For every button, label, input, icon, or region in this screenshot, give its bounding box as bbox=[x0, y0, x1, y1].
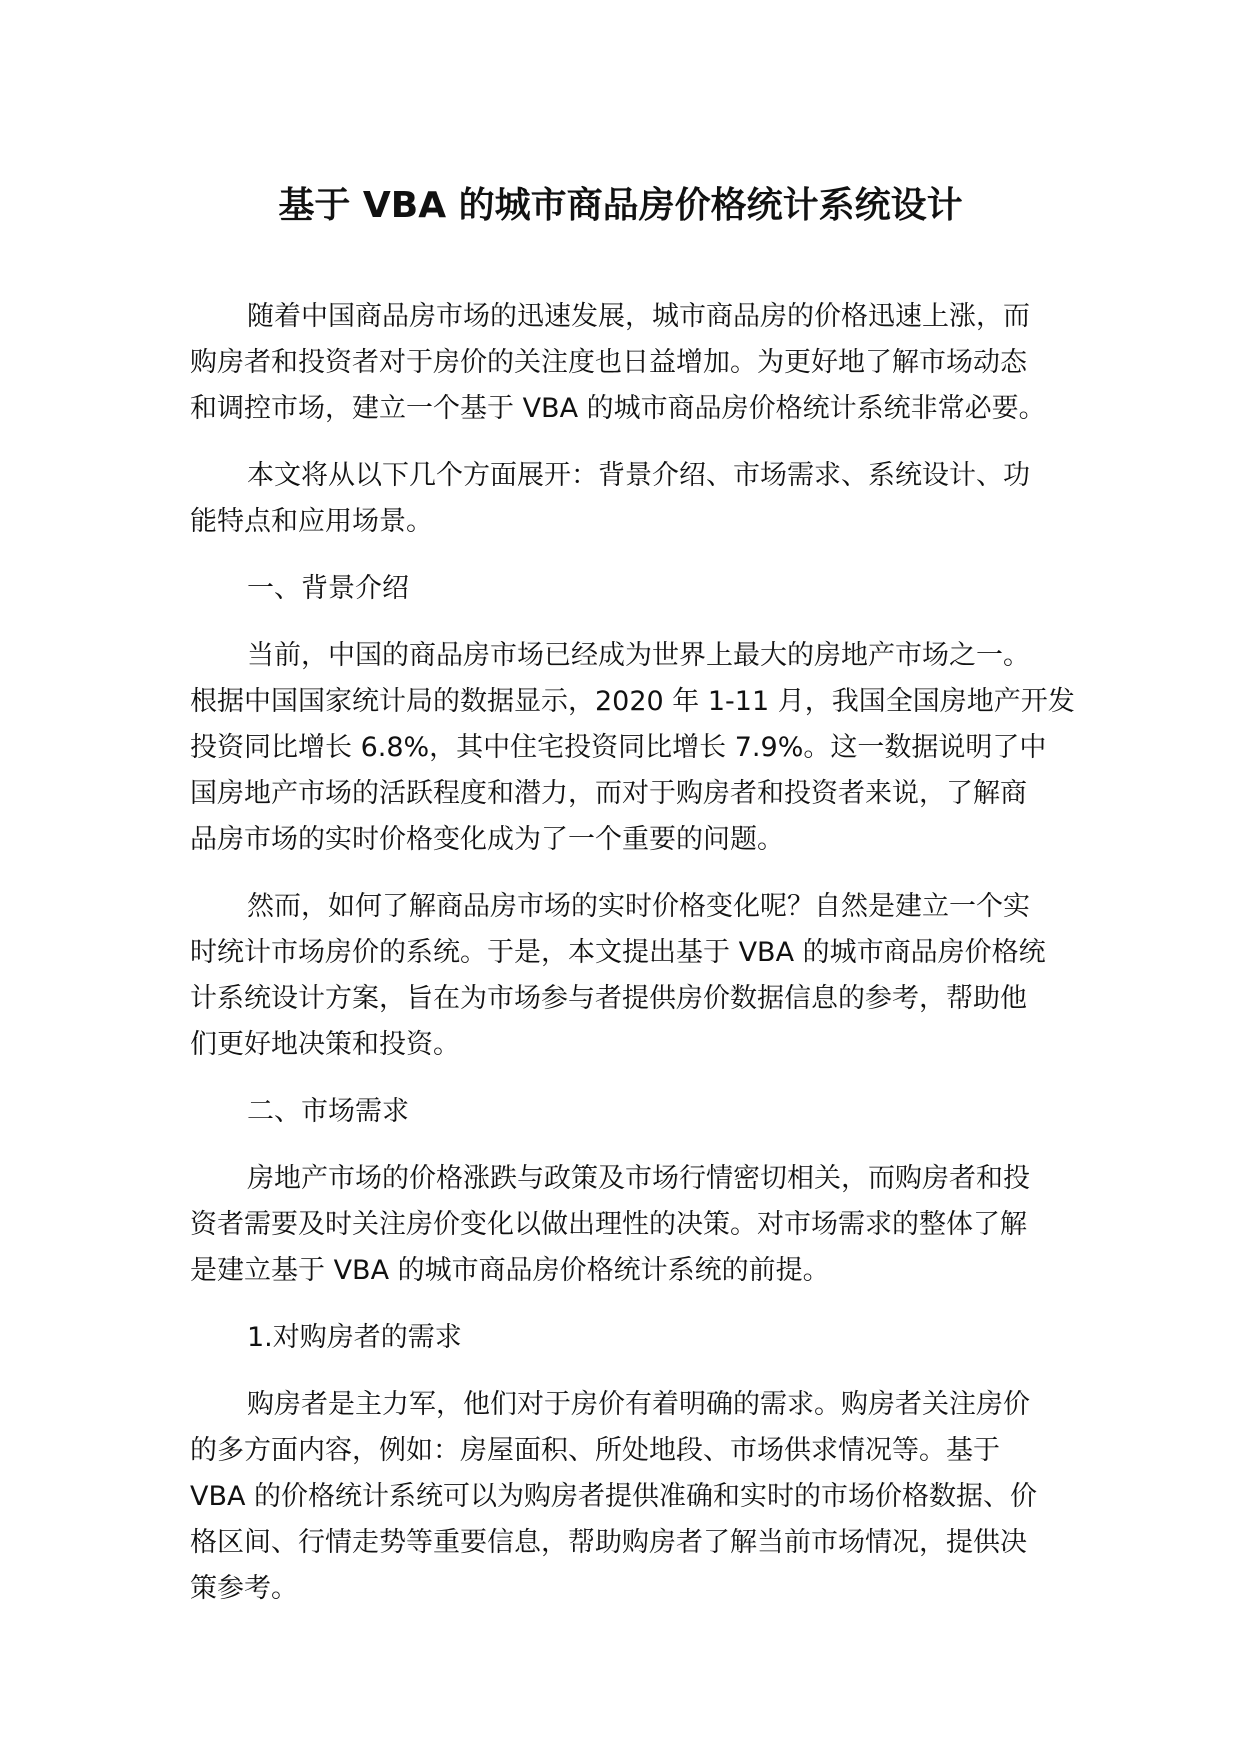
document-body bbox=[190, 294, 1110, 1633]
text-line: 房地产市场的价格涨跌与政策及市场行情密切相关，而购房者和投 bbox=[247, 1163, 1030, 1194]
text-line: 随着中国商品房市场的迅速发展，城市商品房的价格迅速上涨，而 bbox=[247, 301, 1030, 332]
text-line: 根据中国国家统计局的数据显示，2020 年 1-11 月，我国全国房地产开发 bbox=[190, 686, 1075, 717]
paragraph-outline bbox=[190, 453, 1110, 545]
text-line: 能特点和应用场景。 bbox=[190, 506, 433, 537]
text-line: 当前，中国的商品房市场已经成为世界上最大的房地产市场之一。 bbox=[247, 640, 1030, 671]
paragraph-market bbox=[190, 1156, 1110, 1294]
paragraph-intro bbox=[190, 294, 1110, 432]
section-heading-background bbox=[190, 566, 1110, 612]
text-line: 策参考。 bbox=[190, 1573, 298, 1604]
text-line: 品房市场的实时价格变化成为了一个重要的问题。 bbox=[190, 824, 784, 855]
paragraph-proposal bbox=[190, 884, 1110, 1068]
paragraph-background bbox=[190, 633, 1110, 863]
text-line: 投资同比增长 6.8%，其中住宅投资同比增长 7.9%。这一数据说明了中 bbox=[190, 732, 1047, 763]
text-line: 购房者和投资者对于房价的关注度也日益增加。为更好地了解市场动态 bbox=[190, 347, 1027, 378]
text-line: 本文将从以下几个方面展开：背景介绍、市场需求、系统设计、功 bbox=[247, 460, 1030, 491]
text-line: 然而，如何了解商品房市场的实时价格变化呢？自然是建立一个实 bbox=[247, 891, 1030, 922]
subsection-heading: 1.对购房者的需求 bbox=[247, 1322, 462, 1353]
text-line: 时统计市场房价的系统。于是，本文提出基于 VBA 的城市商品房价格统 bbox=[190, 937, 1046, 968]
text-line: 格区间、行情走势等重要信息，帮助购房者了解当前市场情况，提供决 bbox=[190, 1527, 1027, 1558]
subsection-heading-buyers bbox=[190, 1315, 1110, 1361]
section-heading-market bbox=[190, 1089, 1110, 1135]
text-line: 资者需要及时关注房价变化以做出理性的决策。对市场需求的整体了解 bbox=[190, 1209, 1027, 1240]
text-line: 国房地产市场的活跃程度和潜力，而对于购房者和投资者来说，了解商 bbox=[190, 778, 1027, 809]
text-line: 们更好地决策和投资。 bbox=[190, 1029, 460, 1060]
text-line: 的多方面内容，例如：房屋面积、所处地段、市场供求情况等。基于 bbox=[190, 1435, 1000, 1466]
text-line: 购房者是主力军，他们对于房价有着明确的需求。购房者关注房价 bbox=[247, 1389, 1030, 1420]
section-heading: 二、市场需求 bbox=[247, 1096, 409, 1127]
section-heading: 一、背景介绍 bbox=[247, 573, 409, 604]
document-title: 基于 VBA 的城市商品房价格统计系统设计 bbox=[278, 185, 963, 226]
paragraph-buyers bbox=[190, 1382, 1110, 1612]
text-line: 计系统设计方案，旨在为市场参与者提供房价数据信息的参考，帮助他 bbox=[190, 983, 1027, 1014]
text-line: VBA 的价格统计系统可以为购房者提供准确和实时的市场价格数据、价 bbox=[190, 1481, 1038, 1512]
text-line: 是建立基于 VBA 的城市商品房价格统计系统的前提。 bbox=[190, 1255, 830, 1286]
text-line: 和调控市场，建立一个基于 VBA 的城市商品房价格统计系统非常必要。 bbox=[190, 393, 1046, 424]
